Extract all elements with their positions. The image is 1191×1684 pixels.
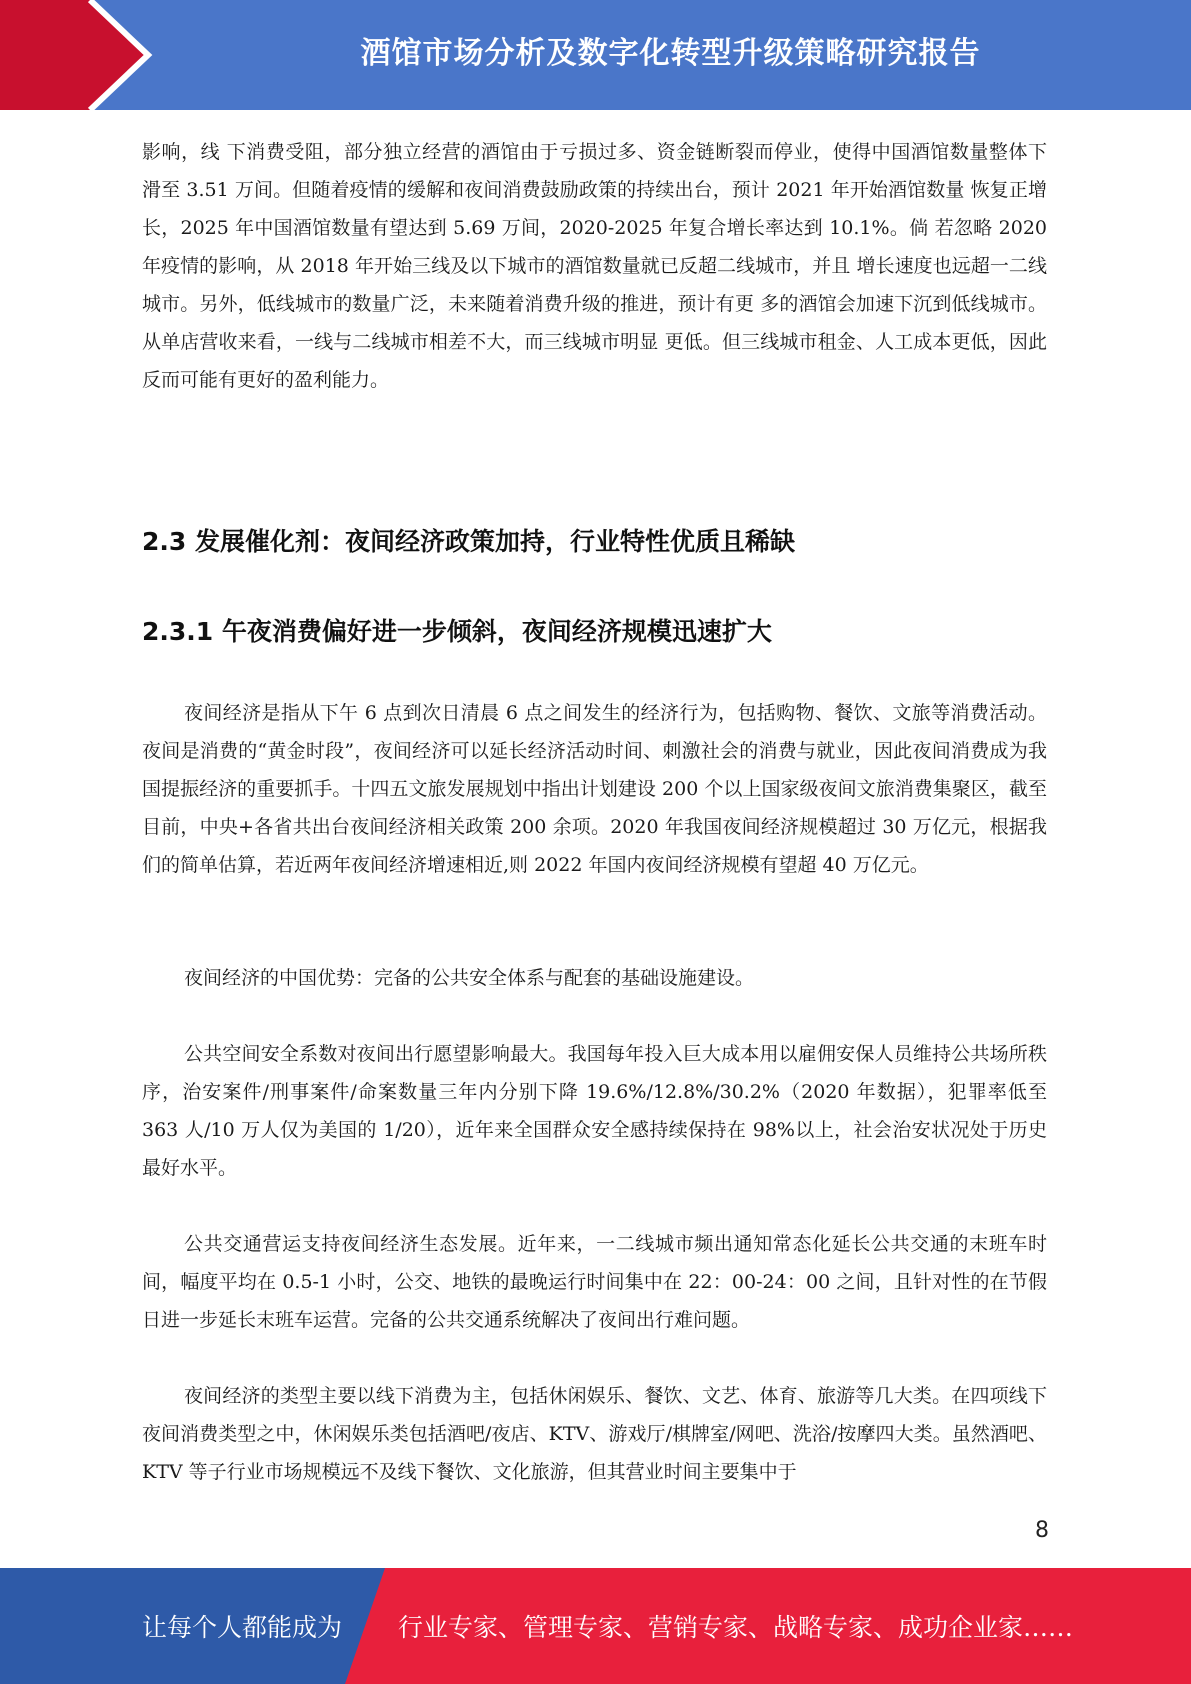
report-title: 酒馆市场分析及数字化转型升级策略研究报告: [360, 36, 981, 71]
page-footer: [0, 1568, 1191, 1684]
paragraph-consumption-types: 夜间经济的类型主要以线下消费为主，包括休闲娱乐、餐饮、文艺、体育、旅游等几大类。在四项线下夜间消费类型之中，休闲娱乐类包括酒吧/夜店、KTV、游戏厅/棋牌室/网吧、洗浴/按摩四大类。虽然酒吧、KTV 等子行业市场规模远不及线下餐饮、文化旅游，但其营业时间主要集中于: [142, 1385, 1047, 1483]
page-number: 8: [1035, 1518, 1049, 1543]
intro-block: [142, 133, 1047, 399]
paragraph-public-transit: 公共交通营运支持夜间经济生态发展。近年来，一二线城市频出通知常态化延长公共交通的末班车时间，幅度平均在 0.5-1 小时，公交、地铁的最晚运行时间集中在 22：00-24：00 之间，且针对性的在节假日进一步延长末班车运营。完备的公共交通系统解决了夜间出行难问题。: [142, 1233, 1047, 1331]
body-paragraph-block-4: [142, 1225, 1047, 1339]
body-paragraph-block-2: [142, 959, 1047, 997]
header-arrow-decoration: [0, 0, 160, 110]
paragraph-night-economy: 夜间经济是指从下午 6 点到次日清晨 6 点之间发生的经济行为，包括购物、餐饮、文旅等消费活动。夜间是消费的“黄金时段”，夜间经济可以延长经济活动时间、刺激社会的消费与就业，因此夜间消费成为我国提振经济的重要抓手。十四五文旅发展规划中指出计划建设 200 个以上国家级夜间文旅消费集聚区，截至目前，中央+各省共出台夜间经济相关政策 200 余项。2020 年我国夜间经济规模超过 30 万亿元，根据我们的简单估算，若近两年夜间经济增速相近,则 2022 年国内夜间经济规模有望超 40 万亿元。: [142, 702, 1047, 876]
section-heading-2-3: 2.3 发展催化剂：夜间经济政策加持，行业特性优质且稀缺: [142, 527, 795, 556]
paragraph-china-advantage: 夜间经济的中国优势：完备的公共安全体系与配套的基础设施建设。: [184, 967, 755, 989]
section-heading-2-3-1: 2.3.1 午夜消费偏好进一步倾斜，夜间经济规模迅速扩大: [142, 617, 772, 646]
paragraph-public-safety: 公共空间安全系数对夜间出行愿望影响最大。我国每年投入巨大成本用以雇佣安保人员维持公共场所秩序，治安案件/刑事案件/命案数量三年内分别下降 19.6%/12.8%/30.2%（2020 年数据），犯罪率低至 363 人/10 万人仅为美国的 1/20），近年来全国群众安全感持续保持在 98%以上，社会治安状况处于历史最好水平。: [142, 1043, 1047, 1179]
intro-paragraph: 影响，线 下消费受阻，部分独立经营的酒馆由于亏损过多、资金链断裂而停业，使得中国酒馆数量整体下 滑至 3.51 万间。但随着疫情的缓解和夜间消费鼓励政策的持续出台，预计 2021 年开始酒馆数量 恢复正增长，2025 年中国酒馆数量有望达到 5.69 万间，2020-2025 年复合增长率达到 10.1%。倘 若忽略 2020 年疫情的影响，从 2018 年开始三线及以下城市的酒馆数量就已反超二线城市，并且 增长速度也远超一二线城市。另外，低线城市的数量广泛，未来随着消费升级的推进，预计有更 多的酒馆会加速下沉到低线城市。从单店营收来看，一线与二线城市相差不大，而三线城市明显 更低。但三线城市租金、人工成本更低，因此反而可能有更好的盈利能力。: [142, 141, 1047, 391]
page-header: [0, 0, 1191, 110]
body-paragraph-block-3: [142, 1035, 1047, 1187]
body-paragraph-block-5: [142, 1377, 1047, 1491]
footer-slogan-right: 行业专家、管理专家、营销专家、战略专家、成功企业家……: [398, 1613, 1074, 1642]
footer-slogan-left: 让每个人都能成为: [142, 1613, 343, 1642]
body-paragraph-block-1: [142, 694, 1047, 884]
